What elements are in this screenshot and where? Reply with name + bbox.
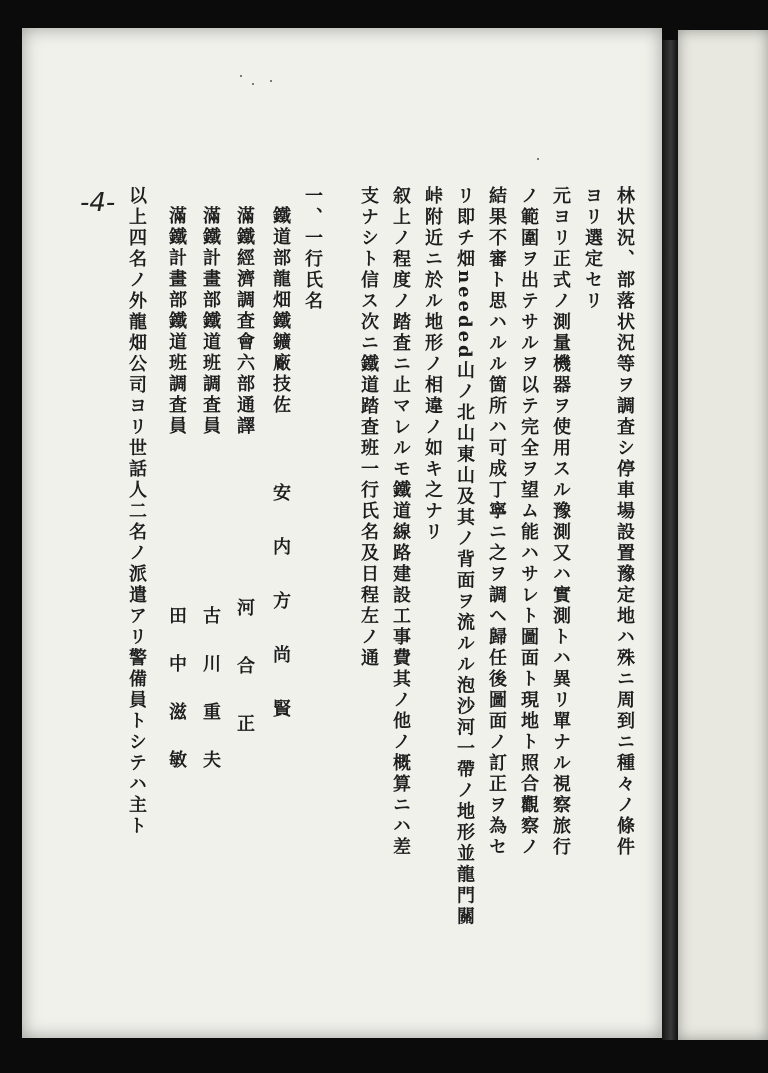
member-affiliation: 鐵道部龍畑鐵鑛廠技佐 [270, 206, 291, 416]
book-spine [662, 40, 678, 1040]
text-line: 峠附近ニ於ル地形ノ相違ノ如キ之ナリ [422, 186, 443, 543]
text-line: リ即チ畑needed山ノ北山東山及其ノ背面ヲ流ルル泡沙河一帶ノ地形並龍門關 [454, 186, 475, 928]
section-heading: 一、一行氏名 [302, 186, 323, 312]
member-name: 田中滋敏 [166, 606, 187, 798]
text-line: 元ヨリ正式ノ測量機器ヲ使用スル豫測又ハ實測トハ異リ單ナル視察旅行 [550, 186, 571, 858]
text-line: ヨリ選定セリ [582, 186, 603, 312]
text-line: 支ナシト信ス次ニ鐵道踏査班一行氏名及日程左ノ通 [358, 186, 379, 669]
page-number: -4- [80, 188, 116, 218]
facing-page [678, 30, 768, 1040]
member-affiliation: 滿鐵計畫部鐵道班調査員 [200, 206, 221, 437]
document-page [22, 28, 662, 1038]
text-line: 叙上ノ程度ノ踏査ニ止マレルモ鐵道線路建設工事費其ノ他ノ概算ニハ差 [390, 186, 411, 858]
closing-line: 以上四名ノ外龍畑公司ヨリ世話人二名ノ派遣アリ警備員トシテハ主ト [126, 186, 147, 837]
text-line: ノ範圍ヲ出テサルヲ以テ完全ヲ望ム能ハサレト圖面ト現地ト照合觀察ノ [518, 186, 539, 858]
text-line: 林状況、部落状況等ヲ調査シ停車場設置豫定地ハ殊ニ周到ニ種々ノ條件 [614, 186, 635, 858]
member-affiliation: 滿鐵計畫部鐵道班調査員 [166, 206, 187, 437]
member-affiliation: 滿鐵經濟調査會六部通譯 [234, 206, 255, 437]
member-name: 古川重夫 [200, 606, 221, 798]
member-name: 安内方尚賢 [270, 483, 291, 753]
member-name: 河合正 [234, 598, 255, 772]
text-line: 結果不審ト思ハルル箇所ハ可成丁寧ニ之ヲ調ヘ歸任後圖面ノ訂正ヲ為セ [486, 186, 507, 858]
